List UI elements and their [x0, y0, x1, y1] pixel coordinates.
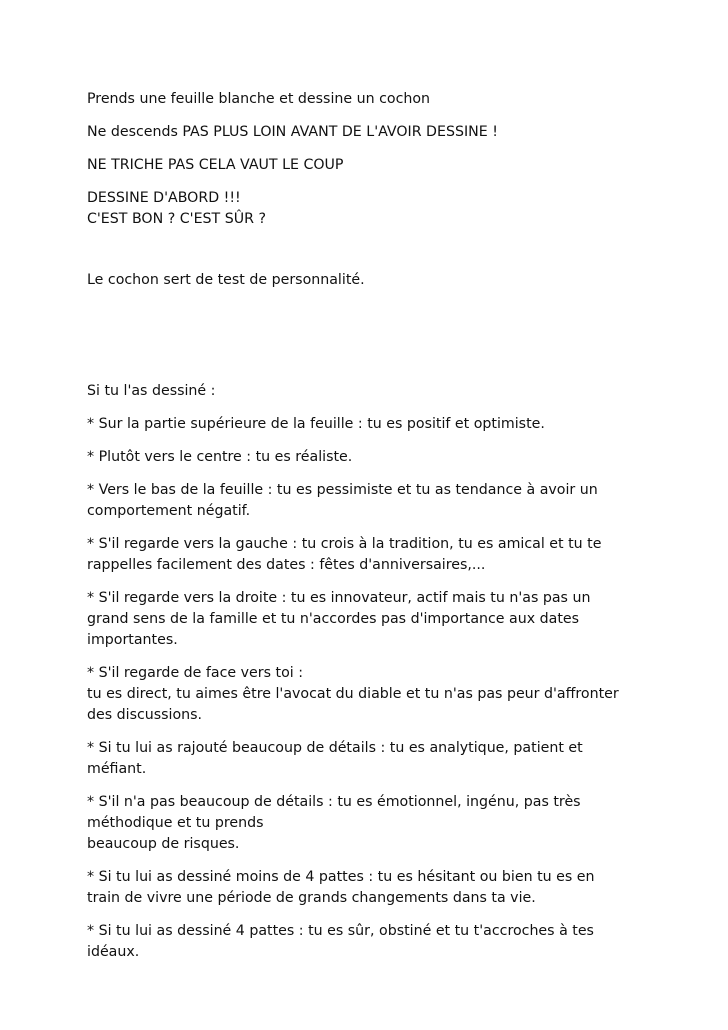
spacer: [87, 303, 647, 353]
result-item-line: * S'il regarde vers la gauche : tu crois à la tradition, tu es amical et tu te: [87, 536, 602, 552]
result-item: [87, 663, 647, 726]
result-item: [87, 738, 647, 780]
result-item-line: * Sur la partie supérieure de la feuille : tu es positif et optimiste.: [87, 416, 545, 432]
result-item-line: tu es direct, tu aimes être l'avocat du diable et tu n'as pas peur d'affronter: [87, 686, 619, 702]
result-item: [87, 867, 647, 909]
results-list: [87, 414, 647, 963]
document-page: [87, 89, 647, 975]
result-item-line: importantes.: [87, 632, 178, 648]
spacer: [87, 353, 647, 381]
result-item-line: méthodique et tu prends: [87, 815, 264, 831]
intro-line-2: Ne descends PAS PLUS LOIN AVANT DE L'AVOIR DESSINE !: [87, 124, 498, 140]
result-item-line: grand sens de la famille et tu n'accordes pas d'importance aux dates: [87, 611, 580, 627]
result-item-line: train de vivre une période de grands changements dans ta vie.: [87, 890, 536, 906]
result-item-line: rappelles facilement des dates : fêtes d'anniversaires,...: [87, 557, 486, 573]
result-item-line: comportement négatif.: [87, 503, 251, 519]
intro-line-1: Prends une feuille blanche et dessine un cochon: [87, 91, 431, 107]
result-item: [87, 447, 647, 468]
intro-line-3: NE TRICHE PAS CELA VAUT LE COUP: [87, 157, 344, 173]
result-item: [87, 414, 647, 435]
intro-line-5: Le cochon sert de test de personnalité.: [87, 272, 365, 288]
result-item-line: beaucoup de risques.: [87, 836, 240, 852]
result-item: [87, 588, 647, 651]
result-item-line: * Vers le bas de la feuille : tu es pessimiste et tu as tendance à avoir un: [87, 482, 598, 498]
result-item: [87, 534, 647, 576]
intro-line-4b: C'EST BON ? C'EST SÛR ?: [87, 211, 267, 227]
result-item-line: des discussions.: [87, 707, 203, 723]
result-item: [87, 480, 647, 522]
result-item: [87, 792, 647, 855]
result-item-line: idéaux.: [87, 944, 140, 960]
result-item: [87, 921, 647, 963]
result-item-line: méfiant.: [87, 761, 147, 777]
result-item-line: * S'il regarde de face vers toi :: [87, 665, 303, 681]
result-item-line: * Si tu lui as rajouté beaucoup de détails : tu es analytique, patient et: [87, 740, 583, 756]
result-item-line: * Si tu lui as dessiné moins de 4 pattes : tu es hésitant ou bien tu es en: [87, 869, 595, 885]
spacer: [87, 242, 647, 270]
result-item-line: * Si tu lui as dessiné 4 pattes : tu es sûr, obstiné et tu t'accroches à tes: [87, 923, 594, 939]
intro-line-4: [87, 188, 647, 230]
results-heading: Si tu l'as dessiné :: [87, 383, 216, 399]
intro-line-4a: DESSINE D'ABORD !!!: [87, 190, 241, 206]
result-item-line: * Plutôt vers le centre : tu es réaliste.: [87, 449, 353, 465]
result-item-line: * S'il n'a pas beaucoup de détails : tu es émotionnel, ingénu, pas très: [87, 794, 581, 810]
result-item-line: * S'il regarde vers la droite : tu es innovateur, actif mais tu n'as pas un: [87, 590, 591, 606]
